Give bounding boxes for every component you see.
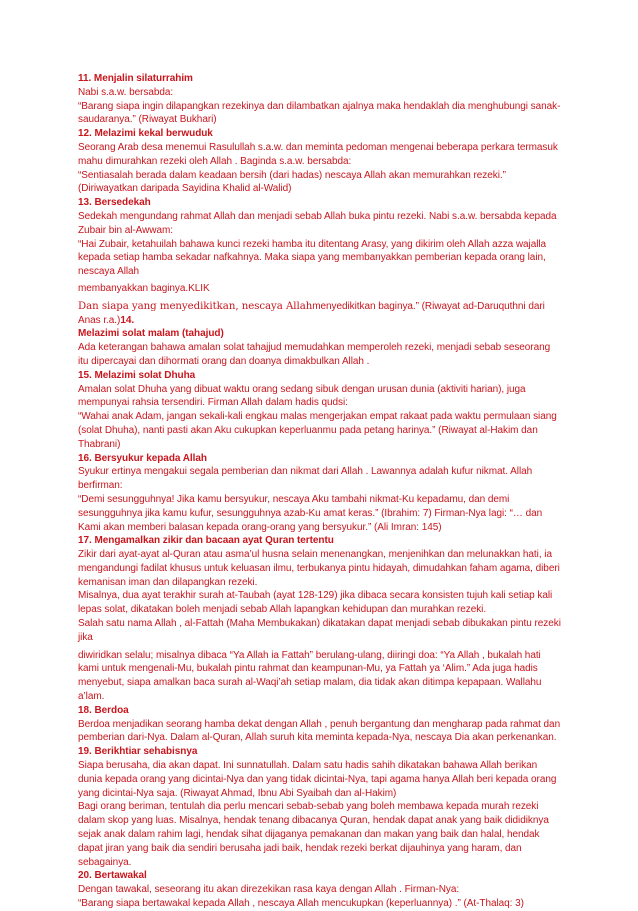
heading-13: 13. Bersedekah bbox=[78, 197, 151, 209]
paragraph: Siapa berusaha, dia akan dapat. Ini sunnatullah. Dalam satu hadis sahih dikatakan bahawa Allah berikan dunia kepada orang yang dicintai-Nya dan yang tidak dicintai-Nya, tapi agama hanya Allah beri kepada orang yang dicintai-Nya saja. (Riwayat Ahmad, Ibnu Abi Syaibah dan al-Hakim) bbox=[78, 760, 557, 799]
heading-15: 15. Melazimi solat Dhuha bbox=[78, 369, 196, 381]
paragraph: Ada keterangan bahawa amalan solat tahajjud memudahkan memperoleh rezeki, menjadi sebab seseorang itu dipercayai dan dihormati orang dan doanya dimakbulkan Allah . bbox=[78, 342, 551, 367]
paragraph: Berdoa menjadikan seorang hamba dekat dengan Allah , penuh bergantung dan mengharap pada rahmat dan pemberian dari-Nya. Dalam al-Quran, Allah suruh kita meminta kepada-Nya, nescaya Dia akan perkenankan. bbox=[78, 718, 561, 744]
paragraph: Misalnya, dua ayat terakhir surah at-Taubah (ayat 128-129) jika dibaca secara konsisten tujuh kali setiap kali lepas solat, dikatakan boleh menjadi sebab Allah lapangkan kehidupan dan murahkan rezeki. bbox=[78, 590, 553, 616]
paragraph: Zikir dari ayat-ayat al-Quran atau asma’ul husna selain menenangkan, menjenihkan dan melunakkan hati, ia mengandungi fadilat khusus untuk keluasan ilmu, terbukanya pintu hidayah, dimudahkan faham agama, diberi kemanisan iman dan dilapangkan rezeki. bbox=[78, 549, 560, 588]
heading-14-number: 14. bbox=[120, 314, 135, 326]
heading-16: 16. Bersyukur kepada Allah bbox=[78, 452, 207, 464]
heading-14: Melazimi solat malam (tahajud) bbox=[78, 328, 224, 340]
paragraph: Salah satu nama Allah , al-Fattah (Maha Membukakan) dikatakan dapat menjadi sebab dibukakan pintu rezeki jika bbox=[78, 618, 561, 643]
heading-18: 18. Berdoa bbox=[78, 704, 129, 716]
quote-paragraph: “Barang siapa bertawakal kepada Allah , nescaya Allah mencukupkan (keperluannya) .” (At-Thalaq: 3) bbox=[78, 898, 524, 910]
heading-20: 20. Bertawakal bbox=[78, 870, 147, 882]
paragraph: Nabi s.a.w. bersabda: bbox=[78, 86, 174, 98]
serif-text: Dan siapa yang menyedikitkan, nescaya Allah bbox=[78, 300, 313, 312]
paragraph: Dengan tawakal, seseorang itu akan direzekikan rasa kaya dengan Allah . Firman-Nya: bbox=[78, 884, 460, 896]
paragraph: Seorang Arab desa menemui Rasulullah s.a.w. dan meminta pedoman mengenai beberapa perkara termasuk mahu dimurahkan rezeki oleh Allah . Baginda s.a.w. bersabda: bbox=[78, 141, 558, 167]
paragraph: Syukur ertinya mengakui segala pemberian dan nikmat dari Allah . Lawannya adalah kufur nikmat. Allah berfirman: bbox=[78, 466, 533, 492]
paragraph: diwiridkan selalu; misalnya dibaca “Ya Allah ia Fattah” berulang-ulang, diiringi doa: “Ya Allah , bukalah hati kami untuk mengenali-Mu, bukalah pintu rahmat dan keampunan-Mu, ya Fattah ya ‘Alim.” Ada juga hadis menyebut, siapa amalkan baca surah al-Waqi’ah setiap malam, dia tidak akan ditimpa kepapaan. Wallahu a’lam. bbox=[78, 649, 542, 703]
quote-continuation bbox=[78, 300, 562, 328]
document-body bbox=[78, 72, 562, 911]
heading-12: 12. Melazimi kekal berwuduk bbox=[78, 128, 213, 140]
quote-paragraph: “Demi sesungguhnya! Jika kamu bersyukur, nescaya Aku tambahi nikmat-Ku kepadamu, dan demi sesungguhnya jika kamu kufur, sesungguhnya azab-Ku amat keras.” (Ibrahim: 7) Firman-Nya lagi: “… dan Kami akan memberi balasan kepada orang-orang yang bersyukur.” (Ali Imran: 145) bbox=[78, 493, 543, 533]
citation-text: menyedikitkan baginya.” (Riwayat ad-Daruquthni dari Anas r.a.) bbox=[78, 300, 545, 326]
quote-paragraph: “Sentiasalah berada dalam keadaan bersih (dari hadas) nescaya Allah akan memurahkan rezeki.” (Diriwayatkan daripada Sayidina Khalid al-Walid) bbox=[78, 169, 506, 195]
paragraph: Sedekah mengundang rahmat Allah dan menjadi sebab Allah buka pintu rezeki. Nabi s.a.w. bersabda kepada Zubair bin al-Awwam: bbox=[78, 210, 557, 236]
heading-19: 19. Berikhtiar sehabisnya bbox=[78, 746, 198, 758]
paragraph-klik: membanyakkan baginya.KLIK bbox=[78, 282, 210, 294]
quote-paragraph: “Hai Zubair, ketahuilah bahawa kunci rezeki hamba itu ditentang Arasy, yang dikirim oleh Allah azza wajalla kepada setiap hamba sekadar nafkahnya. Maka siapa yang membanyakkan pemberian kepada orang lain, nescaya Allah bbox=[78, 238, 547, 278]
heading-17: 17. Mengamalkan zikir dan bacaan ayat Quran tertentu bbox=[78, 535, 334, 547]
paragraph: Amalan solat Dhuha yang dibuat waktu orang sedang sibuk dengan urusan dunia (aktiviti harian), juga mempunyai rahsia tersendiri. Firman Allah dalam hadis qudsi: bbox=[78, 383, 526, 409]
heading-11: 11. Menjalin silaturrahim bbox=[78, 73, 193, 84]
quote-paragraph: “Wahai anak Adam, jangan sekali-kali engkau malas mengerjakan empat rakaat pada waktu permulaan siang (solat Dhuha), nanti pasti akan Aku cukupkan keperluanmu pada petang harinya.” (Riwayat al-Hakim dan Thabrani) bbox=[78, 411, 557, 450]
paragraph: Bagi orang beriman, tentulah dia perlu mencari sebab-sebab yang boleh membawa kepada murah rezeki dalam skop yang luas. Misalnya, hendak tenang dibacanya Quran, hendak dapat anak yang baik dididiknya sejak anak dalam rahim lagi, hendak sihat dijaganya pemakanan dan makan yang baik dan halal, hendak dapat jiran yang baik dia sendiri berusaha jadi baik, hendak rezeki berkat dijauhinya yang haram, dan sebagainya. bbox=[78, 801, 549, 868]
quote-paragraph: “Barang siapa ingin dilapangkan rezekinya dan dilambatkan ajalnya maka hendaklah dia menghubungi sanak-saudaranya.” (Riwayat Bukhari) bbox=[78, 100, 561, 126]
